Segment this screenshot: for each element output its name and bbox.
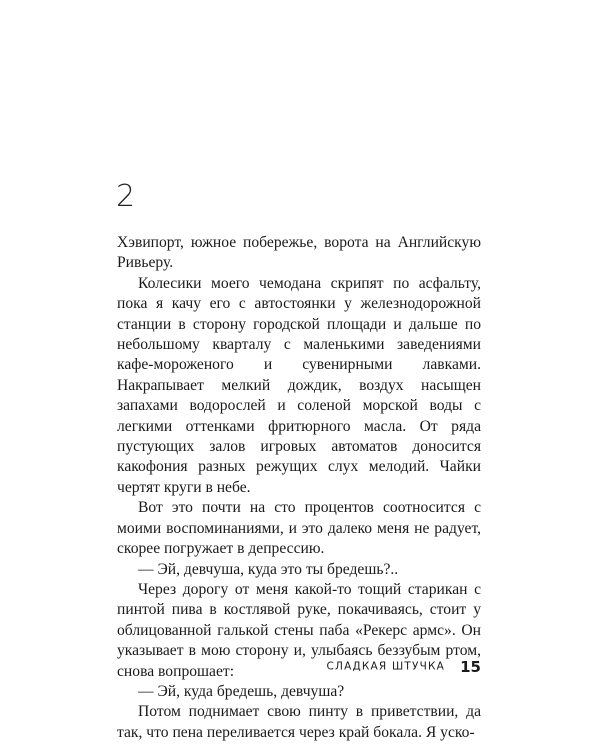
- paragraph: — Эй, девчуша, куда это ты бредешь?..: [138, 560, 399, 578]
- page-number: 15: [460, 657, 481, 676]
- paragraph: Хэвипорт, южное побережье, ворота на Английскую Ривьеру.: [117, 234, 481, 272]
- running-title: СЛАДКАЯ ШТУЧКА: [326, 660, 446, 673]
- paragraph: Колесики моего чемодана скрипят по асфальту, пока я качу его с автостоянки у железнодорожной станции в сторону городской площади и дальше по небольшому кварталу с маленькими заведениями кафе-мороженого и сувенирными лавками. Накрапывает мелкий дождик, воздух насыщен запахами водорослей и соленой морской воды с легкими оттенками фритюрного масла. От ряда пустующих залов игровых автоматов доносится какофония разных режущих слух мелодий. Чайки чертят круги в небе.: [117, 274, 481, 496]
- paragraph: Через дорогу от меня какой-то тощий старикан с пинтой пива в костлявой руке, покачиваясь, стоит у облицованной галькой стены паба «Рекерс армс». Он указывает в мою сторону и, улыбаясь беззубым ртом, снова вопрошает:: [117, 580, 481, 680]
- paragraph: Потом поднимает свою пинту в приветствии, да так, что пена переливается через край бокала. Я уско-: [117, 703, 481, 741]
- paragraph: — Эй, куда бредешь, девчуша?: [138, 682, 345, 700]
- paragraph: Вот это почти на сто процентов соотносится с моими воспоминаниями, и это далеко меня не радует, скорее погружает в депрессию.: [117, 499, 481, 558]
- chapter-number: 2: [116, 179, 136, 214]
- page-footer: [117, 656, 481, 676]
